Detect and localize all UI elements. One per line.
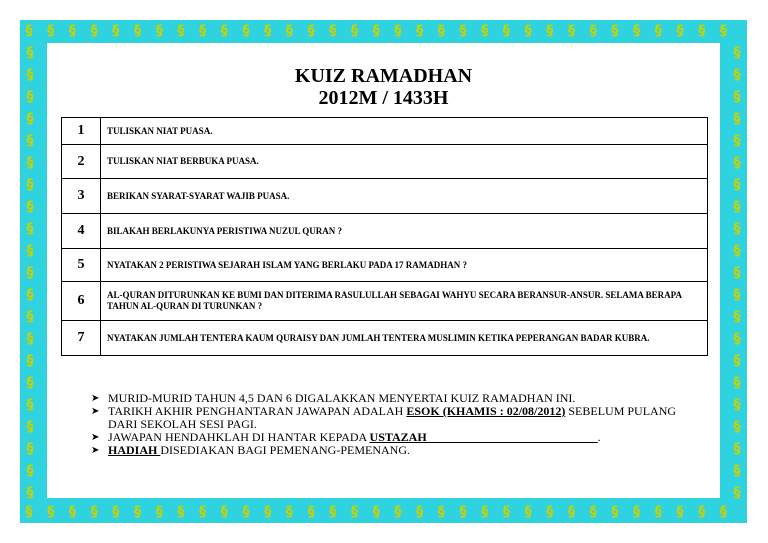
question-text: BILAKAH BERLAKUNYA PERISTIWA NUZUL QURAN ?: [101, 214, 708, 249]
question-number: 5: [62, 249, 101, 282]
question-text: NYATAKAN 2 PERISTIWA SEJARAH ISLAM YANG BERLAKU PADA 17 RAMADHAN ?: [101, 249, 708, 282]
squiggle-icon: §: [481, 504, 489, 520]
squiggle-icon: §: [733, 221, 741, 237]
squiggle-icon: §: [481, 23, 489, 39]
question-row: [62, 145, 708, 179]
squiggle-icon: §: [47, 504, 55, 520]
squiggle-icon: §: [719, 504, 727, 520]
squiggle-icon: §: [568, 504, 575, 520]
squiggle-icon: §: [733, 177, 741, 193]
squiggle-icon: §: [698, 23, 706, 39]
squiggle-icon: §: [26, 397, 34, 413]
squiggle-icon: §: [90, 23, 98, 39]
squiggle-icon: §: [26, 133, 34, 149]
squiggle-icon: §: [242, 23, 250, 39]
squiggle-icon: §: [733, 441, 741, 457]
squiggle-icon: §: [416, 504, 424, 520]
squiggle-icon: §: [524, 504, 532, 520]
questions-table: [61, 117, 708, 356]
squiggle-icon: §: [733, 111, 741, 127]
squiggle-icon: §: [611, 504, 619, 520]
squiggle-icon: §: [733, 67, 741, 83]
squiggle-icon: §: [26, 265, 34, 281]
quiz-year: 2012M / 1433H: [318, 87, 449, 109]
question-text: AL-QURAN DITURUNKAN KE BUMI DAN DITERIMA RASULULLAH SEBAGAI WAHYU SECARA BERANSUR-ANSUR. SELAMA BERAPA TAHUN AL-QURAN DI TURUNKAN ?: [101, 282, 708, 321]
arrow-bullet-icon: ➤: [91, 432, 100, 443]
question-number: 4: [62, 214, 101, 249]
squiggle-icon: §: [134, 504, 141, 520]
squiggle-icon: §: [611, 23, 619, 39]
squiggle-icon: §: [307, 23, 315, 39]
squiggle-icon: §: [733, 331, 741, 347]
arrow-bullet-icon: ➤: [91, 406, 100, 417]
squiggle-icon: §: [199, 23, 207, 39]
squiggle-icon: §: [733, 243, 741, 259]
squiggle-icon: §: [733, 89, 741, 105]
hadiah-text: HADIAH: [108, 443, 161, 457]
squiggle-icon: §: [546, 23, 554, 39]
squiggle-icon: §: [26, 353, 34, 369]
squiggle-icon: §: [733, 287, 741, 303]
squiggle-icon: §: [26, 309, 34, 325]
squiggle-icon: §: [351, 23, 358, 39]
squiggle-icon: §: [733, 419, 741, 435]
question-text: TULISKAN NIAT PUASA.: [101, 118, 708, 145]
squiggle-icon: §: [502, 504, 510, 520]
question-number: 7: [62, 321, 101, 356]
squiggle-icon: §: [633, 23, 641, 39]
squiggle-icon: §: [654, 23, 662, 39]
squiggle-icon: §: [26, 221, 34, 237]
squiggle-icon: §: [329, 23, 337, 39]
squiggle-icon: §: [676, 504, 684, 520]
question-number: 6: [62, 282, 101, 321]
question-row: [62, 282, 708, 321]
squiggle-icon: §: [654, 504, 662, 520]
squiggle-icon: §: [733, 309, 741, 325]
squiggle-icon: §: [733, 265, 741, 281]
quiz-title: KUIZ RAMADHAN: [294, 65, 473, 87]
deadline-text: ESOK (KHAMIS : 02/08/2012): [406, 404, 566, 418]
squiggle-icon: §: [733, 155, 741, 171]
squiggle-icon: §: [568, 23, 575, 39]
squiggle-icon: §: [733, 485, 741, 501]
squiggle-icon: §: [733, 375, 741, 391]
question-row: [62, 179, 708, 214]
question-number: 2: [62, 145, 101, 179]
question-row: [62, 321, 708, 356]
squiggle-icon: §: [26, 199, 34, 215]
squiggle-icon: §: [26, 419, 34, 435]
squiggle-icon: §: [26, 155, 34, 171]
squiggle-icon: §: [68, 504, 76, 520]
squiggle-icon: §: [437, 23, 445, 39]
squiggle-icon: §: [90, 504, 98, 520]
squiggle-icon: §: [26, 463, 34, 479]
squiggle-icon: §: [112, 504, 120, 520]
notes-list: [91, 392, 691, 457]
squiggle-icon: §: [502, 23, 510, 39]
squiggle-icon: §: [177, 23, 185, 39]
squiggle-icon: §: [285, 23, 293, 39]
squiggle-icon: §: [372, 23, 380, 39]
squiggle-icon: §: [437, 504, 445, 520]
squiggle-icon: §: [155, 504, 163, 520]
arrow-bullet-icon: ➤: [91, 393, 100, 404]
squiggle-icon: §: [733, 463, 741, 479]
squiggle-icon: §: [68, 23, 76, 39]
squiggle-icon: §: [733, 353, 741, 369]
squiggle-icon: §: [416, 23, 424, 39]
squiggle-icon: §: [459, 23, 467, 39]
note-item: ➤ TARIKH AKHIR PENGHANTARAN JAWAPAN ADALAH ESOK (KHAMIS : 02/08/2012) SEBELUM PULANG DARI SEKOLAH SESI PAGI.: [91, 404, 677, 431]
question-row: [62, 214, 708, 249]
squiggle-icon: §: [26, 375, 34, 391]
question-row: [62, 118, 708, 145]
squiggle-icon: §: [26, 111, 34, 127]
squiggle-icon: §: [26, 485, 34, 501]
squiggle-icon: §: [719, 23, 727, 39]
squiggle-icon: §: [47, 23, 55, 39]
squiggle-icon: §: [26, 441, 34, 457]
squiggle-icon: §: [351, 504, 358, 520]
squiggle-icon: §: [329, 504, 337, 520]
question-number: 1: [62, 118, 101, 145]
squiggle-icon: §: [220, 23, 228, 39]
question-text: NYATAKAN JUMLAH TENTERA KAUM QURAISY DAN JUMLAH TENTERA MUSLIMIN KETIKA PEPERANGAN BADAR KUBRA.: [101, 321, 708, 356]
squiggle-icon: §: [285, 504, 293, 520]
arrow-bullet-icon: ➤: [91, 445, 100, 456]
question-text: BERIKAN SYARAT-SYARAT WAJIB PUASA.: [101, 179, 708, 214]
squiggle-icon: §: [26, 243, 34, 259]
squiggle-icon: §: [264, 504, 272, 520]
squiggle-icon: §: [733, 133, 741, 149]
squiggle-icon: §: [307, 504, 315, 520]
squiggle-icon: §: [264, 23, 272, 39]
squiggle-icon: §: [112, 23, 120, 39]
squiggle-icon: §: [26, 331, 34, 347]
squiggle-icon: §: [242, 504, 250, 520]
squiggle-icon: §: [546, 504, 554, 520]
name-blank: ____________________________: [429, 430, 598, 444]
squiggle-icon: §: [733, 45, 741, 61]
squiggle-icon: §: [394, 23, 402, 39]
squiggle-icon: §: [372, 504, 380, 520]
squiggle-icon: §: [155, 23, 163, 39]
squiggle-icon: §: [220, 504, 228, 520]
squiggle-icon: §: [589, 504, 597, 520]
squiggle-icon: §: [459, 504, 467, 520]
squiggle-icon: §: [25, 23, 33, 39]
squiggle-icon: §: [199, 504, 207, 520]
question-number: 3: [62, 179, 101, 214]
note-item: ➤ HADIAH DISEDIAKAN BAGI PEMENANG-PEMENANG.: [91, 443, 410, 457]
quiz-sheet: [47, 43, 720, 498]
ustazah-text: USTAZAH: [369, 430, 430, 444]
squiggle-icon: §: [25, 504, 33, 520]
squiggle-icon: §: [26, 45, 34, 61]
squiggle-icon: §: [26, 67, 34, 83]
squiggle-icon: §: [26, 89, 34, 105]
squiggle-icon: §: [676, 23, 684, 39]
note-item: ➤ MURID-MURID TAHUN 4,5 DAN 6 DIGALAKKAN MENYERTAI KUIZ RAMADHAN INI.: [91, 391, 576, 405]
squiggle-icon: §: [26, 287, 34, 303]
squiggle-icon: §: [633, 504, 641, 520]
question-text: TULISKAN NIAT BERBUKA PUASA.: [101, 145, 708, 179]
squiggle-icon: §: [134, 23, 141, 39]
question-row: [62, 249, 708, 282]
squiggle-icon: §: [698, 504, 706, 520]
squiggle-icon: §: [394, 504, 402, 520]
squiggle-icon: §: [26, 177, 34, 193]
note-item: ➤ JAWAPAN HENDAHKLAH DI HANTAR KEPADA USTAZAH ____________________________.: [91, 430, 601, 444]
squiggle-icon: §: [589, 23, 597, 39]
squiggle-icon: §: [524, 23, 532, 39]
squiggle-icon: §: [733, 397, 741, 413]
squiggle-icon: §: [177, 504, 185, 520]
squiggle-icon: §: [733, 199, 741, 215]
